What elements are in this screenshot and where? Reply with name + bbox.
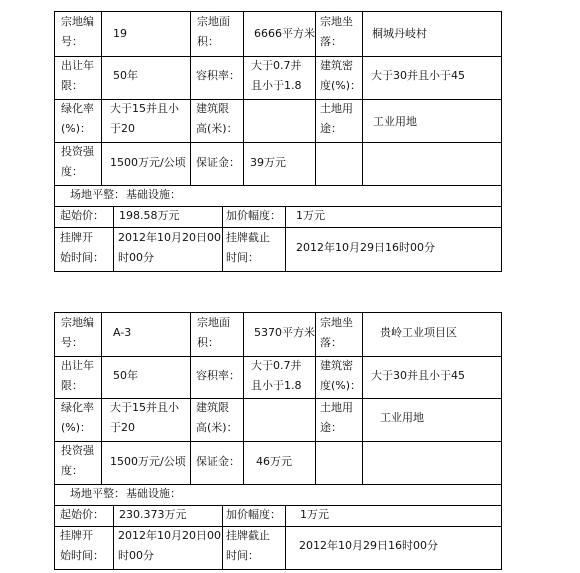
parcel-no-label: 宗地编 号： <box>61 316 94 349</box>
deposit-label: 保证金： <box>196 156 240 169</box>
listing-end-value: 2012年10月29日16时00分 <box>299 539 438 552</box>
far-value: 大于0.7并 且小于1.8 <box>251 59 302 92</box>
transfer-years-label: 出让年 限： <box>61 59 94 92</box>
listing-end-label: 挂牌截止 时间： <box>226 231 270 264</box>
density-label: 建筑密 度(%)： <box>320 59 362 92</box>
location-label: 宗地坐 落： <box>320 316 353 349</box>
infrastructure-label: 基础设施： <box>126 188 181 201</box>
increment-value: 1万元 <box>296 209 325 222</box>
location-value: 桐城丹岐村 <box>372 27 427 40</box>
listing-start-value: 2012年10月20日00 时00分 <box>118 231 221 264</box>
invest-intensity-value: 1500万元/公顷 <box>110 156 186 169</box>
listing-start-label: 挂牌开 始时间： <box>60 231 104 264</box>
density-label: 建筑密 度(%)： <box>320 359 362 392</box>
invest-intensity-value: 1500万元/公顷 <box>110 455 186 468</box>
green-ratio-value: 大于15并且小 于20 <box>110 401 179 434</box>
start-price-value: 198.58万元 <box>119 209 180 222</box>
density-value: 大于30并且小于45 <box>371 369 465 382</box>
land-use-label: 土地用 途： <box>320 102 353 135</box>
deposit-label: 保证金： <box>196 455 240 468</box>
listing-end-label: 挂牌截止 时间： <box>226 529 270 562</box>
listing-end-value: 2012年10月29日16时00分 <box>296 241 435 254</box>
parcel-no-value: A-3 <box>113 326 132 339</box>
site-leveling-label: 场地平整： <box>70 188 125 201</box>
infrastructure-label: 基础设施： <box>126 487 181 500</box>
start-price-label: 起始价： <box>60 508 104 521</box>
area-value: 5370平方米 <box>254 326 315 339</box>
increment-value: 1万元 <box>300 508 329 521</box>
land-use-value: 工业用地 <box>380 411 424 424</box>
transfer-years-value: 50年 <box>113 369 138 382</box>
transfer-years-value: 50年 <box>113 69 138 82</box>
transfer-years-label: 出让年 限： <box>61 359 94 392</box>
area-value: 6666平方米 <box>254 27 315 40</box>
far-value: 大于0.7并 且小于1.8 <box>251 359 302 392</box>
deposit-value: 46万元 <box>256 455 292 468</box>
height-limit-label: 建筑限 高(米)： <box>196 401 238 434</box>
start-price-value: 230.373万元 <box>119 508 187 521</box>
density-value: 大于30并且小于45 <box>371 69 465 82</box>
increment-label: 加价幅度： <box>226 209 281 222</box>
far-label: 容积率： <box>196 69 240 82</box>
invest-intensity-label: 投资强 度： <box>61 145 94 178</box>
green-ratio-label: 绿化率 (%)： <box>61 102 94 135</box>
start-price-label: 起始价： <box>60 209 104 222</box>
parcel-no-value: 19 <box>113 27 127 40</box>
listing-start-value: 2012年10月20日00 时00分 <box>118 529 221 562</box>
green-ratio-label: 绿化率 (%)： <box>61 401 94 434</box>
location-label: 宗地坐 落： <box>320 15 353 48</box>
land-use-label: 土地用 途： <box>320 401 353 434</box>
area-label: 宗地面 积： <box>197 316 230 349</box>
height-limit-label: 建筑限 高(米)： <box>196 102 238 135</box>
far-label: 容积率： <box>196 369 240 382</box>
site-leveling-label: 场地平整： <box>70 487 125 500</box>
deposit-value: 39万元 <box>250 156 286 169</box>
listing-start-label: 挂牌开 始时间： <box>60 529 104 562</box>
land-use-value: 工业用地 <box>373 115 417 128</box>
location-value: 贵岭工业项目区 <box>380 326 457 339</box>
area-label: 宗地面 积： <box>197 15 230 48</box>
increment-label: 加价幅度： <box>226 508 281 521</box>
green-ratio-value: 大于15并且小 于20 <box>110 102 179 135</box>
parcel-no-label: 宗地编 号： <box>61 15 94 48</box>
invest-intensity-label: 投资强 度： <box>61 444 94 477</box>
